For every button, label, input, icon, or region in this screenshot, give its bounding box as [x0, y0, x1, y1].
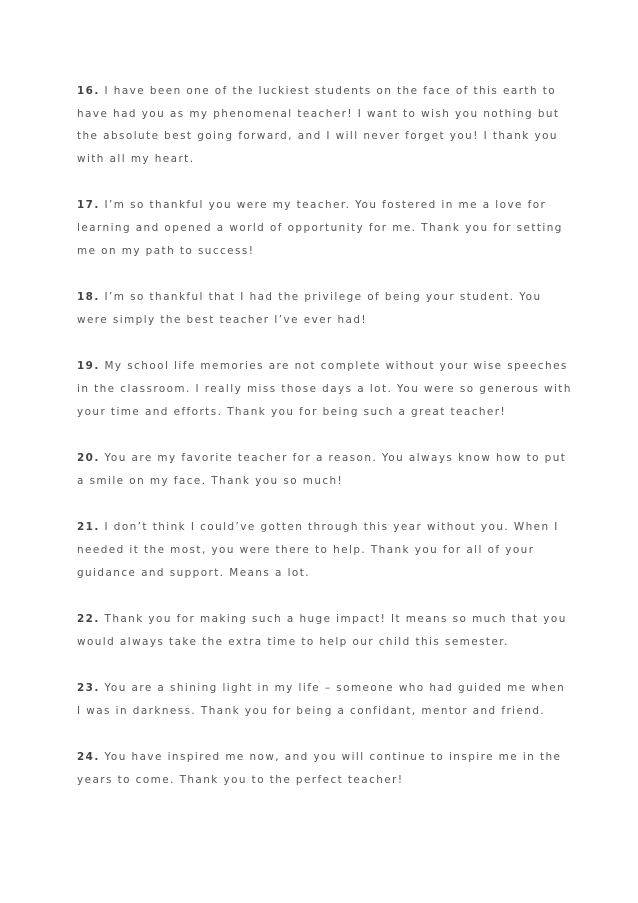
- message-line: [77, 470, 563, 493]
- message-text: You are my favorite teacher for a reason. You always know how to put: [99, 452, 567, 465]
- message-text: me on my path to success!: [77, 244, 255, 257]
- message-line: [77, 769, 563, 792]
- message-text: in the classroom. I really miss those days a lot. You were so generous with: [77, 382, 572, 395]
- message-text: the absolute best going forward, and I will never forget you! I thank you: [77, 130, 558, 143]
- message-text: would always take the extra time to help our child this semester.: [77, 635, 509, 648]
- message-line: [77, 125, 563, 148]
- message-text: You have inspired me now, and you will continue to inspire me in the: [99, 751, 562, 764]
- message-item: [77, 80, 563, 170]
- message-line: [77, 80, 563, 103]
- message-text: I was in darkness. Thank you for being a confidant, mentor and friend.: [77, 704, 546, 717]
- message-number: 21.: [77, 521, 100, 534]
- message-number: 20.: [77, 452, 100, 465]
- message-text: I don’t think I could’ve gotten through this year without you. When I: [99, 521, 559, 534]
- message-number: 19.: [77, 360, 100, 373]
- message-text: needed it the most, you were there to help. Thank you for all of your: [77, 543, 535, 556]
- message-text: You are a shining light in my life – someone who had guided me when: [99, 682, 566, 695]
- message-item: [77, 447, 567, 492]
- message-list: [77, 80, 572, 816]
- message-number: 17.: [77, 199, 100, 212]
- message-line: [77, 103, 563, 126]
- message-text: I’m so thankful you were my teacher. You fostered in me a love for: [99, 199, 547, 212]
- message-line: [77, 700, 563, 723]
- message-text: I’m so thankful that I had the privilege of being your student. You: [99, 291, 542, 304]
- message-line: [77, 677, 566, 700]
- message-line: [77, 217, 563, 240]
- message-number: 24.: [77, 751, 100, 764]
- message-item: [77, 746, 563, 791]
- message-line: [77, 355, 568, 378]
- message-number: 22.: [77, 613, 100, 626]
- message-text: a smile on my face. Thank you so much!: [77, 474, 344, 487]
- message-text: with all my heart.: [77, 152, 195, 165]
- message-text: My school life memories are not complete without your wise speeches: [99, 360, 568, 373]
- message-item: [77, 677, 566, 722]
- message-line: [77, 378, 572, 401]
- message-item: [77, 355, 572, 423]
- message-line: [77, 309, 563, 332]
- message-line: [77, 539, 563, 562]
- message-text: have had you as my phenomenal teacher! I want to wish you nothing but: [77, 107, 560, 120]
- message-line: [77, 608, 567, 631]
- message-item: [77, 516, 563, 584]
- message-text: I have been one of the luckiest students on the face of this earth to: [99, 85, 557, 97]
- message-number: 23.: [77, 682, 100, 695]
- message-number: 16.: [77, 85, 100, 97]
- message-line: [77, 194, 563, 217]
- message-line: [77, 240, 563, 263]
- message-item: [77, 286, 563, 331]
- message-text: years to come. Thank you to the perfect teacher!: [77, 774, 404, 787]
- message-item: [77, 608, 567, 653]
- message-line: [77, 631, 563, 654]
- message-text: learning and opened a world of opportunity for me. Thank you for setting: [77, 221, 563, 234]
- message-line: [77, 286, 563, 309]
- message-line: [77, 562, 563, 585]
- message-line: [77, 516, 563, 539]
- message-text: were simply the best teacher I’ve ever had!: [77, 313, 368, 326]
- message-text: guidance and support. Means a lot.: [77, 566, 310, 579]
- message-text: your time and efforts. Thank you for being such a great teacher!: [77, 405, 507, 418]
- message-line: [77, 447, 567, 470]
- message-number: 18.: [77, 291, 100, 304]
- message-text: Thank you for making such a huge impact! It means so much that you: [99, 613, 567, 626]
- message-line: [77, 746, 563, 769]
- message-item: [77, 194, 563, 262]
- message-line: [77, 148, 563, 171]
- message-line: [77, 401, 563, 424]
